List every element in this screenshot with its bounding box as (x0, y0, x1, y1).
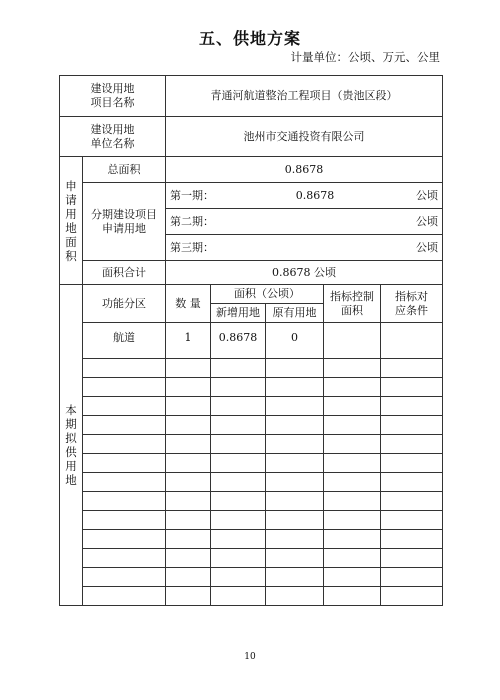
phase-3-unit: 公顷 (416, 240, 439, 254)
supply-row (60, 568, 443, 587)
supply-cell-new-land: 0.8678 (211, 323, 266, 359)
supply-cell-func (83, 568, 166, 587)
supply-cell-qty (166, 435, 211, 454)
supply-cell-qty (166, 359, 211, 378)
supply-cell-new-land (211, 568, 266, 587)
supply-cell-new-land (211, 435, 266, 454)
supply-cell-control (324, 323, 381, 359)
supply-cell-control (324, 359, 381, 378)
header-condition: 指标对 应条件 (381, 285, 443, 323)
total-area-label: 总面积 (83, 157, 166, 183)
page-title: 五、供地方案 (198, 29, 301, 48)
supply-cell-new-land (211, 530, 266, 549)
supply-cell-qty (166, 492, 211, 511)
supply-row (60, 492, 443, 511)
supply-cell-old-land (266, 473, 324, 492)
supply-cell-condition (381, 323, 443, 359)
supply-cell-qty (166, 473, 211, 492)
supply-cell-qty (166, 530, 211, 549)
supply-cell-condition (381, 511, 443, 530)
supply-row (60, 397, 443, 416)
supply-cell-new-land (211, 454, 266, 473)
phase-1-value: 0.8678 (295, 188, 335, 202)
supply-cell-qty: 1 (166, 323, 211, 359)
supply-cell-old-land (266, 530, 324, 549)
supply-row (60, 530, 443, 549)
supply-cell-func (83, 397, 166, 416)
supply-cell-new-land (211, 549, 266, 568)
supply-cell-control (324, 435, 381, 454)
supply-row (60, 359, 443, 378)
header-function-zone: 功能分区 (83, 285, 166, 323)
phase-2-unit: 公顷 (416, 214, 439, 228)
supply-cell-condition (381, 492, 443, 511)
supply-cell-control (324, 549, 381, 568)
phase-3-label: 第三期： (170, 240, 214, 254)
supply-cell-qty (166, 416, 211, 435)
phase-1-label: 第一期： (170, 188, 214, 202)
supply-cell-old-land (266, 359, 324, 378)
supply-row (60, 511, 443, 530)
supply-cell-old-land (266, 397, 324, 416)
supply-cell-old-land: 0 (266, 323, 324, 359)
supply-cell-new-land (211, 378, 266, 397)
measurement-unit: 计量单位：公顷、万元、公里 (290, 50, 440, 64)
supply-cell-control (324, 473, 381, 492)
supply-cell-func (83, 511, 166, 530)
supply-cell-old-land (266, 587, 324, 606)
supply-cell-control (324, 568, 381, 587)
unit-name-label: 建设用地 单位名称 (60, 117, 166, 157)
supply-row (60, 435, 443, 454)
supply-cell-func (83, 492, 166, 511)
header-control-area: 指标控制 面积 (324, 285, 381, 323)
supply-row (60, 454, 443, 473)
supply-cell-func (83, 378, 166, 397)
apply-area-side-label: 申 请 用 地 面 积 (60, 157, 83, 285)
supply-row (60, 549, 443, 568)
header-old-land: 原有用地 (266, 304, 324, 323)
phase-1-unit: 公顷 (416, 188, 439, 202)
supply-cell-old-land (266, 378, 324, 397)
project-name-label: 建设用地 项目名称 (60, 76, 166, 117)
header-new-land: 新增用地 (211, 304, 266, 323)
supply-cell-condition (381, 454, 443, 473)
supply-cell-qty (166, 549, 211, 568)
project-name-value: 青通河航道整治工程项目（贵池区段） (166, 76, 443, 117)
supply-cell-old-land (266, 492, 324, 511)
supply-cell-func (83, 359, 166, 378)
supply-row (60, 587, 443, 606)
supply-cell-control (324, 587, 381, 606)
supply-cell-func (83, 549, 166, 568)
supply-cell-new-land (211, 587, 266, 606)
supply-cell-control (324, 492, 381, 511)
supply-cell-qty (166, 568, 211, 587)
supply-side-label: 本 期 拟 供 用 地 (60, 285, 83, 606)
supply-cell-control (324, 530, 381, 549)
supply-cell-qty (166, 454, 211, 473)
supply-cell-condition (381, 397, 443, 416)
supply-cell-qty (166, 587, 211, 606)
supply-cell-condition (381, 473, 443, 492)
supply-cell-new-land (211, 473, 266, 492)
supply-row (60, 378, 443, 397)
supply-cell-condition (381, 435, 443, 454)
supply-cell-new-land (211, 397, 266, 416)
supply-cell-old-land (266, 454, 324, 473)
supply-cell-condition (381, 549, 443, 568)
supply-row (60, 473, 443, 492)
header-area: 面积（公顷） (211, 285, 324, 304)
phase-2-label: 第二期： (170, 214, 214, 228)
supply-cell-condition (381, 568, 443, 587)
unit-name-value: 池州市交通投资有限公司 (166, 117, 443, 157)
supply-cell-func (83, 435, 166, 454)
supply-cell-control (324, 454, 381, 473)
supply-cell-func (83, 530, 166, 549)
supply-cell-func (83, 454, 166, 473)
supply-cell-old-land (266, 511, 324, 530)
supply-cell-control (324, 397, 381, 416)
page-number: 10 (244, 652, 256, 662)
supply-cell-control (324, 511, 381, 530)
header-quantity: 数 量 (166, 285, 211, 323)
supply-cell-condition (381, 587, 443, 606)
supply-cell-condition (381, 530, 443, 549)
phase-row-1 (166, 183, 443, 209)
supply-cell-qty (166, 397, 211, 416)
supply-cell-new-land (211, 511, 266, 530)
supply-cell-old-land (266, 416, 324, 435)
phase-label: 分期建设项目 申请用地 (83, 183, 166, 261)
land-supply-table (59, 75, 443, 606)
supply-cell-old-land (266, 435, 324, 454)
supply-cell-qty (166, 378, 211, 397)
supply-cell-control (324, 378, 381, 397)
area-sum-value: 0.8678 公顷 (166, 261, 443, 285)
supply-cell-condition (381, 359, 443, 378)
supply-cell-func (83, 587, 166, 606)
supply-cell-old-land (266, 549, 324, 568)
supply-cell-new-land (211, 492, 266, 511)
phase-row-3 (166, 235, 443, 261)
area-sum-label: 面积合计 (83, 261, 166, 285)
supply-cell-func (83, 416, 166, 435)
supply-cell-func (83, 473, 166, 492)
supply-cell-func: 航道 (83, 323, 166, 359)
supply-cell-control (324, 416, 381, 435)
supply-row (60, 416, 443, 435)
supply-cell-condition (381, 378, 443, 397)
supply-cell-qty (166, 511, 211, 530)
supply-cell-condition (381, 416, 443, 435)
phase-row-2 (166, 209, 443, 235)
supply-cell-new-land (211, 416, 266, 435)
total-area-value: 0.8678 (166, 157, 443, 183)
supply-cell-old-land (266, 568, 324, 587)
supply-row (60, 323, 443, 359)
supply-cell-new-land (211, 359, 266, 378)
